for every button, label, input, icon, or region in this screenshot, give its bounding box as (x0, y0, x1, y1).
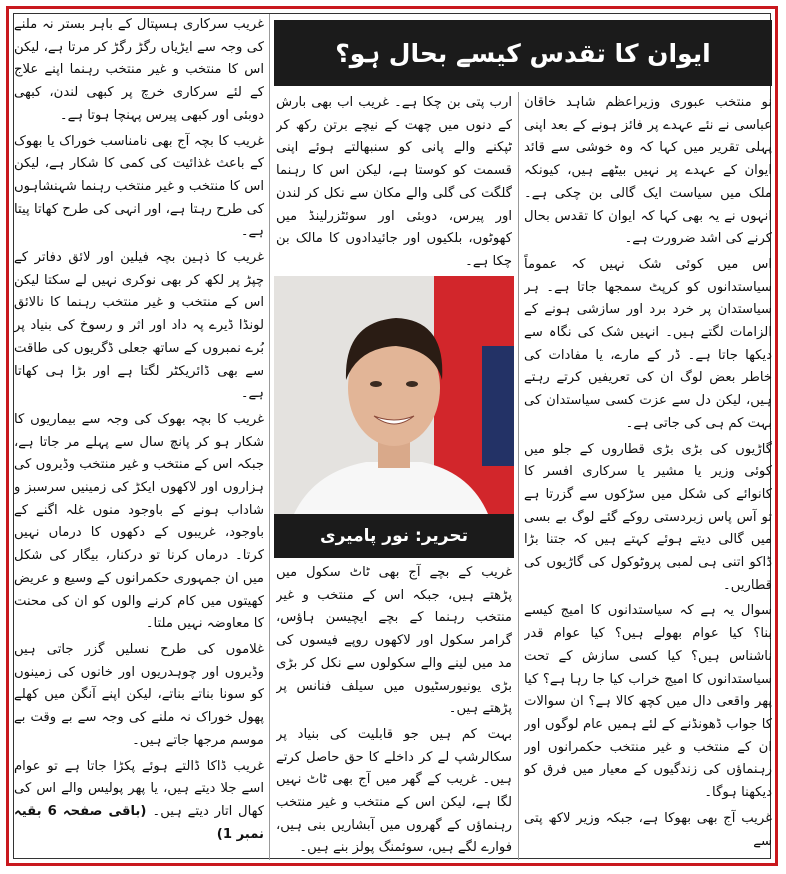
article-headline (274, 20, 772, 86)
author-photo (274, 276, 514, 514)
author-portrait-icon (274, 276, 514, 514)
column-divider (518, 92, 519, 860)
article-paragraph: ارب پتی بن چکا ہے۔ غریب اب بھی بارش کے دنوں میں چھت کے نیچے برتن رکھ کر ٹپکنے والے پانی کو سنبھالتے ہوئے اپنی قسمت کو کوستا ہے، لیکن اس کا رہنما گلگت کی گلی والے مکان سے نکل کر لندن اور پیرس، دوبئی اور سوئٹزرلینڈ میں کھوٹوں، بلکیوں اور جائیدادوں کا مالک بن چکا ہے۔ (276, 95, 512, 269)
article-paragraph: گاڑیوں کی بڑی بڑی قطاروں کے جلو میں کوئی وزیر یا مشیر یا سرکاری افسر کا کانوائے کی شکل میں سڑکوں سے گزرتا ہے تو آس پاس زبردستی روکے گئے لوگ بے بسی میں گالی دیتے ہوئے کہتے ہیں کہ جتنا بڑا ڈاکو اتنی ہی لمبی پروٹوکول کی گاڑیوں کی قطاریں۔ (524, 441, 772, 593)
article-paragraph: غریب کے بچے آج بھی ٹاٹ سکول میں پڑھتے ہیں، جبکہ اس کے منتخب و غیر منتخب رہنما کے بچے ایچیسن ہاؤس، گرامر سکول اور لاکھوں روپے فیسوں کی مد میں لینے والے سکولوں سے نکل کر بڑی بڑی یونیورسٹیوں میں سیلف فنانس پر پڑھتے ہیں۔ (276, 565, 512, 717)
article-paragraph: بہت کم ہیں جو قابلیت کی بنیاد پر سکالرشپ لے کر داخلے کا حق حاصل کرتے ہیں۔ غریب کے گھر میں آج بھی ٹاٹ نہیں لگا ہے، لیکن اس کے منتخب و غیر منتخب رہنماؤں کے گھروں میں آبشاریں بنی ہیں، فوارے لگے ہیں، سوئمنگ پولز بنے ہیں۔ (276, 726, 512, 856)
article-paragraph: غریب ڈاکا ڈالتے ہوئے پکڑا جاتا ہے تو عوام اسے جلا دیتے ہیں، یا پھر پولیس والے اس کی کھال اتار دیتے ہیں۔ (باقی صفحہ 6 بقیہ نمبر 1) (14, 758, 264, 842)
article-paragraph: غریب کا بچہ بھوک کی وجہ سے بیماریوں کا شکار ہو کر پانچ سال سے پہلے مر جاتا ہے، جبکہ اس کے منتخب و غیر منتخب وڈیروں کی ہزاروں اور لاکھوں ایکڑ کی زمینیں سرسبز و شاداب ہونے کے باوجود منوں غلہ اگنے کے باوجود، غریبوں کے دکھوں کا درماں نہیں کرتا۔ درماں کرنا تو درکنار، بیگار کی شکل میں ان جمہوری حکمرانوں کے وسیع و عریض کھیتوں میں کام کرنے والوں کو ان کی محنت کا معاوضہ نہیں ملتا۔ (14, 411, 264, 632)
headline-text: ایوان کا تقدس کیسے بحال ہو؟ (335, 38, 711, 68)
byline-text: تحریر: نور پامیری (319, 526, 469, 546)
column-divider (269, 14, 270, 860)
article-paragraph: غریب کا ذہین بچہ فیلین اور لائق دفاتر کے چپڑ پر لکھ کر بھی نوکری نہیں لے سکتا لیکن اس کے منتخب و غیر منتخب رہنما کا نالائق لونڈا ڈیرے پہ داد اور اثر و رسوخ کی بنیاد پر بُرے نمبروں کے ساتھ جعلی ڈگریوں کی طاقت سے بھی ڈائریکٹر لگتا ہے اور بڑا ہی کھاتا ہے۔ (14, 250, 264, 402)
article-paragraph: غریب کا بچہ آج بھی نامناسب خوراک یا بھوک کے باعث غذائیت کی کمی کا شکار ہے، لیکن اس کا منتخب و غیر منتخب رہنما شہنشاہوں کی طرح رہتا ہے، اور انہی کی طرح کھاتا پیتا ہے۔ (14, 133, 264, 240)
article-paragraph: غریب آج بھی بھوکا ہے، جبکہ وزیر لاکھ پتی سے (524, 810, 772, 849)
article-paragraph: نو منتخب عبوری وزیراعظم شاہد خاقان عباسی نے نئے عہدے پر فائز ہونے کے بعد اپنی پہلی تقریر میں کہا کہ وہ خوشی سے قائد ایوان کے عہدے پر نہیں بیٹھے ہیں، کیونکہ ملک میں سیاست ایک گالی بن چکی ہے۔ انہوں نے یہ بھی کہا کہ ایوان کا تقدس بحال کرنے کی اشد ضرورت ہے۔ (524, 95, 772, 247)
article-paragraph: غریب سرکاری ہسپتال کے باہر بستر نہ ملنے کی وجہ سے ایڑیاں رگڑ رگڑ کر مرتا ہے، لیکن اس کا منتخب و غیر منتخب رہنما اپنے علاج کے لئے سرکاری خرچ پر کبھی لندن، کبھی دوبئی اور کبھی پیرس پہنچا ہوتا ہے۔ (14, 17, 264, 123)
article-column-middle-bottom (276, 562, 512, 860)
article-paragraph: غلاموں کی طرح نسلیں گزر جاتی ہیں وڈیروں اور چوہدریوں اور خانوں کی زمینوں کو سونا بناتے بناتے، لیکن اپنے آنگن میں کھلے پھول خوراک نہ ملنے کی وجہ سے بے وقت بے موسم مرجھا جاتے ہیں۔ (14, 641, 264, 748)
article-column-left (14, 14, 264, 860)
article-paragraph: اس میں کوئی شک نہیں کہ عموماً سیاستدانوں کو کرپٹ سمجھا جاتا ہے۔ ہر سیاستدان پر خرد برد اور سازشی ہونے کے الزامات لگتے ہیں۔ انہیں شک کی نگاہ سے دیکھا جاتا ہے۔ ڈر کے مارے، یا مفادات کی خاطر بعض لوگ ان کی تعریفیں کرتے رہتے ہیں، لیکن دل سے عزت کسی سیاستدان کی بہت کم ہی کی جاتی ہے۔ (524, 256, 772, 431)
continued-reference: (باقی صفحہ 6 بقیہ نمبر 1) (14, 803, 264, 842)
article-column-right (524, 92, 772, 860)
article-column-middle-top (276, 92, 512, 270)
article-paragraph: سوال یہ ہے کہ سیاستدانوں کا امیج کیسے بنا؟ کیا عوام بھولے ہیں؟ کیا عوام قدر ناشناس ہیں؟ کیا کسی سازش کے تحت سیاستدانوں کا امیج خراب کیا جا رہا ہے؟ کیا پھر واقعی دال میں کچھ کالا ہے؟ ان سوالات کا جواب ڈھونڈنے کے لئے ہمیں عام لوگوں اور ان کے منتخب و غیر منتخب حکمرانوں اور رہنماؤں کی زندگیوں کے معیار میں فرق کو دیکھنا ہوگا۔ (524, 603, 772, 801)
author-byline (274, 514, 514, 558)
